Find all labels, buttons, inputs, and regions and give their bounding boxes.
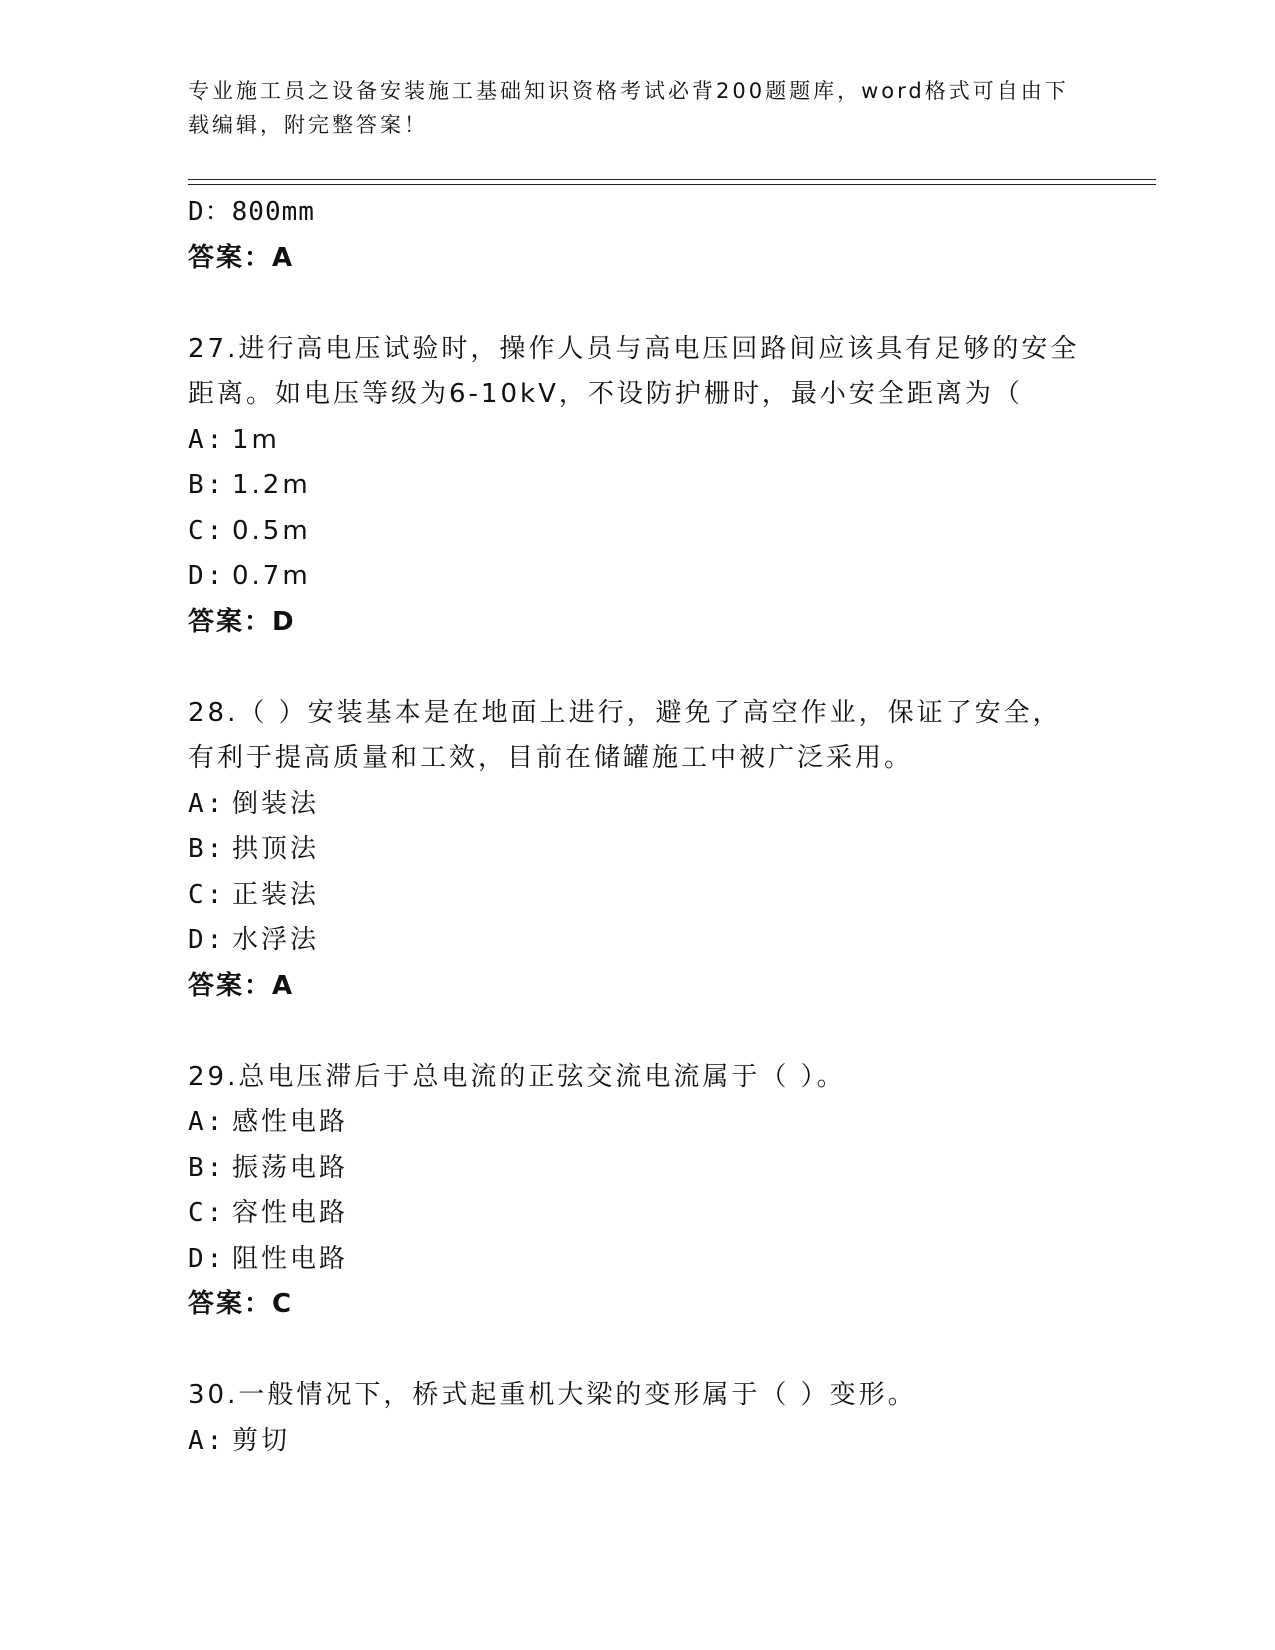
page-header bbox=[188, 74, 1088, 142]
question-stem: 距离。如电压等级为6-10kV，不设防护栅时，最小安全距离为（ bbox=[188, 379, 1023, 409]
question-27 bbox=[188, 327, 1128, 646]
option-d: D：800mm bbox=[188, 197, 315, 227]
question-stem: 30.一般情况下，桥式起重机大梁的变形属于（ ）变形。 bbox=[188, 1380, 917, 1410]
option-key: B: bbox=[188, 1152, 226, 1183]
option-a bbox=[188, 418, 1128, 464]
option-b bbox=[188, 463, 1128, 509]
option-key: C: bbox=[188, 515, 226, 546]
option-text: 振荡电路 bbox=[232, 1152, 349, 1183]
option-text: 1.2m bbox=[232, 470, 311, 500]
option-key: A: bbox=[188, 1425, 226, 1456]
spacer bbox=[188, 1328, 1128, 1374]
option-key: C: bbox=[188, 1198, 226, 1228]
option-a bbox=[188, 1100, 1128, 1146]
option-b bbox=[188, 827, 1128, 873]
question-28 bbox=[188, 691, 1128, 1010]
option-c bbox=[188, 509, 1128, 555]
option-text: 拱顶法 bbox=[232, 834, 320, 864]
header-divider-top bbox=[188, 179, 1156, 180]
document-title: 专业施工员之设备安装施工基础知识资格考试必背200题题库，word格式可自由下载编辑，附完整答案！ bbox=[188, 79, 1069, 137]
spacer bbox=[188, 645, 1128, 691]
option-key: D: bbox=[188, 925, 226, 955]
question-stem: 有利于提高质量和工效，目前在储罐施工中被广泛采用。 bbox=[188, 743, 914, 773]
option-text: 0.7m bbox=[232, 561, 311, 591]
option-d bbox=[188, 1237, 1128, 1283]
answer-line: 答案：C bbox=[188, 1289, 294, 1319]
question-stem: 27.进行高电压试验时，操作人员与高电压回路间应该具有足够的安全 bbox=[188, 333, 1080, 364]
option-key: B: bbox=[188, 834, 226, 864]
header-divider-bottom bbox=[188, 184, 1156, 185]
option-d bbox=[188, 554, 1128, 600]
spacer bbox=[188, 281, 1128, 327]
option-a bbox=[188, 782, 1128, 828]
option-key: C: bbox=[188, 879, 226, 910]
option-c bbox=[188, 1191, 1128, 1237]
answer-line: 答案：D bbox=[188, 606, 296, 637]
option-text: 阻性电路 bbox=[232, 1243, 349, 1274]
question-30 bbox=[188, 1373, 1128, 1464]
option-key: A: bbox=[188, 1107, 226, 1137]
option-d bbox=[188, 918, 1128, 964]
option-text: 正装法 bbox=[232, 879, 320, 910]
option-c bbox=[188, 873, 1128, 919]
option-text: 倒装法 bbox=[232, 788, 320, 819]
option-key: A: bbox=[188, 424, 226, 455]
option-text: 1m bbox=[232, 424, 280, 455]
option-a bbox=[188, 1419, 1128, 1465]
option-text: 感性电路 bbox=[232, 1107, 349, 1137]
option-key: D: bbox=[188, 561, 226, 591]
question-stem: 28.（ ）安装基本是在地面上进行，避免了高空作业，保证了安全， bbox=[188, 697, 1062, 728]
option-key: D: bbox=[188, 1243, 226, 1274]
option-text: 水浮法 bbox=[232, 925, 320, 955]
question-29 bbox=[188, 1055, 1128, 1328]
option-key: A: bbox=[188, 788, 226, 819]
option-text: 0.5m bbox=[232, 515, 311, 546]
spacer bbox=[188, 1009, 1128, 1055]
option-text: 剪切 bbox=[232, 1425, 291, 1456]
option-key: B: bbox=[188, 470, 226, 500]
question-list bbox=[188, 190, 1128, 1464]
answer-line: 答案：A bbox=[188, 970, 295, 1001]
option-b bbox=[188, 1146, 1128, 1192]
answer-line: 答案：A bbox=[188, 242, 295, 273]
option-text: 容性电路 bbox=[232, 1198, 349, 1228]
question-stem: 29.总电压滞后于总电流的正弦交流电流属于（ ）。 bbox=[188, 1061, 846, 1092]
